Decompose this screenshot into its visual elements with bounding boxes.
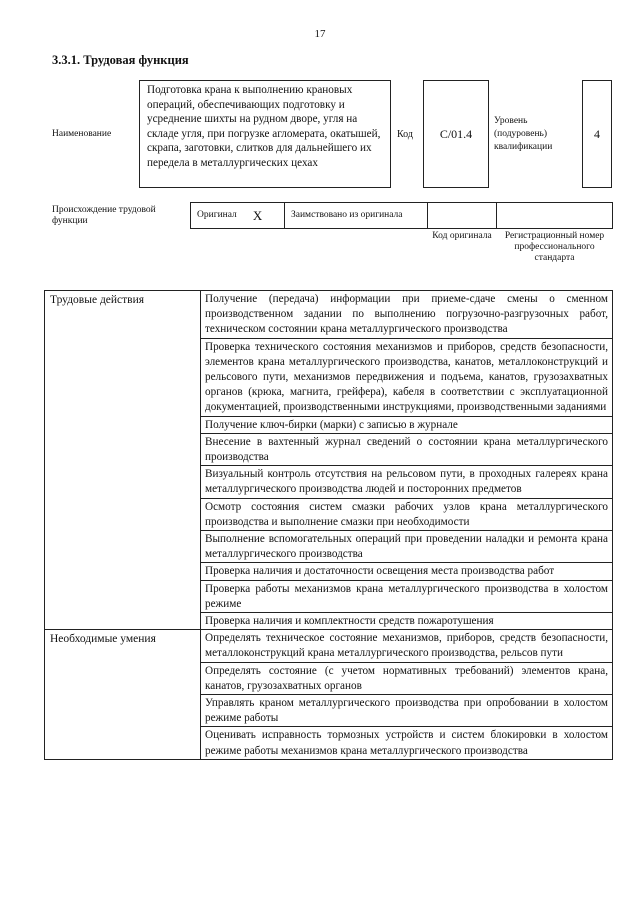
section-title: 3.3.1. Трудовая функция (52, 53, 189, 67)
table-item-cell: Определять состояние (с учетом нормативных требований) элементов крана, канатов, грузозахватных органов (201, 662, 613, 694)
table-item-cell: Осмотр состояния систем смазки рабочих узлов крана металлургического производства и выполнение смазки при необходимости (201, 498, 613, 530)
borrowed-cell (284, 202, 428, 229)
reg-number-cell (496, 202, 613, 229)
table-row (45, 291, 613, 339)
category-cell: Трудовые действия (45, 291, 201, 630)
original-label: Оригинал (197, 210, 237, 220)
table-item-cell: Проверка работы механизмов крана металлургического производства в холостом режиме (201, 580, 613, 612)
table-item-cell: Проверка технического состояния механизмов и приборов, средств безопасности, элементов крана металлургического производства, канатов, металлоконструкций и рельсового пути, механизмов передвижения и подъема, канатов, грузозахватных органов (крюка, магнита, грейфера), кабеля в соответствии с эксплуатационной документацией, производственными инструкциями, производственными заданиями (201, 338, 613, 416)
original-mark: X (252, 207, 263, 223)
level-value-box (582, 80, 612, 188)
function-name-box: Подготовка крана к выполнению крановых операций, обеспечивающих подготовку и усреднение шихты на рудном дворе, угля на складе угля, при погрузке агломерата, окатышей, скрапа, заготовки, слитков для дальнейшего их передела в металлургических цехах (139, 80, 391, 188)
table-item-cell: Визуальный контроль отсутствия на рельсовом пути, в проходных галереях крана металлургического производства людей и посторонних предметов (201, 466, 613, 498)
page-number: 17 (314, 28, 326, 40)
borrowed-label: Заимствовано из оригинала (291, 210, 403, 220)
table-item-cell: Получение ключ-бирки (марки) с записью в журнале (201, 416, 613, 433)
table-item-cell: Определять техническое состояние механизмов, приборов, средств безопасности, металлоконструкций крана металлургического производства, рельсов пути (201, 630, 613, 662)
origin-label: Происхождение трудовой функции (52, 205, 156, 226)
table-item-cell: Получение (передача) информации при приеме-сдаче смены о сменном производственном задании по выполнению погрузочно-разгрузочных работ, техническом состоянии крана металлургического производства (201, 291, 613, 339)
code-orig-label: Код оригинала (432, 231, 492, 241)
labor-function-table (44, 290, 613, 760)
table-item-cell: Управлять краном металлургического производства при опробовании в холостом режиме работы (201, 695, 613, 727)
code-label: Код (397, 129, 413, 140)
code-orig-cell (427, 202, 497, 229)
table-item-cell: Проверка наличия и комплектности средств пожаротушения (201, 613, 613, 630)
table-item-cell: Выполнение вспомогательных операций при проведении наладки и ремонта крана металлургического производства (201, 531, 613, 563)
category-cell: Необходимые умения (45, 630, 201, 760)
level-value: 4 (594, 126, 600, 141)
code-value-box (423, 80, 489, 188)
table-item-cell: Проверка наличия и достаточности освещения места производства работ (201, 563, 613, 580)
name-label: Наименование (52, 129, 112, 139)
original-cell (190, 202, 285, 229)
table-item-cell: Внесение в вахтенный журнал сведений о состоянии крана металлургического производства (201, 433, 613, 465)
table-row (45, 630, 613, 662)
code-value: C/01.4 (439, 126, 473, 141)
table-item-cell: Оценивать исправность тормозных устройств и систем блокировки в холостом режиме работы механизмов крана металлургического производства (201, 727, 613, 759)
reg-number-label: Регистрационный номер профессионального стандарта (504, 231, 605, 263)
level-label: Уровень (подуровень) квалификации (494, 116, 553, 152)
